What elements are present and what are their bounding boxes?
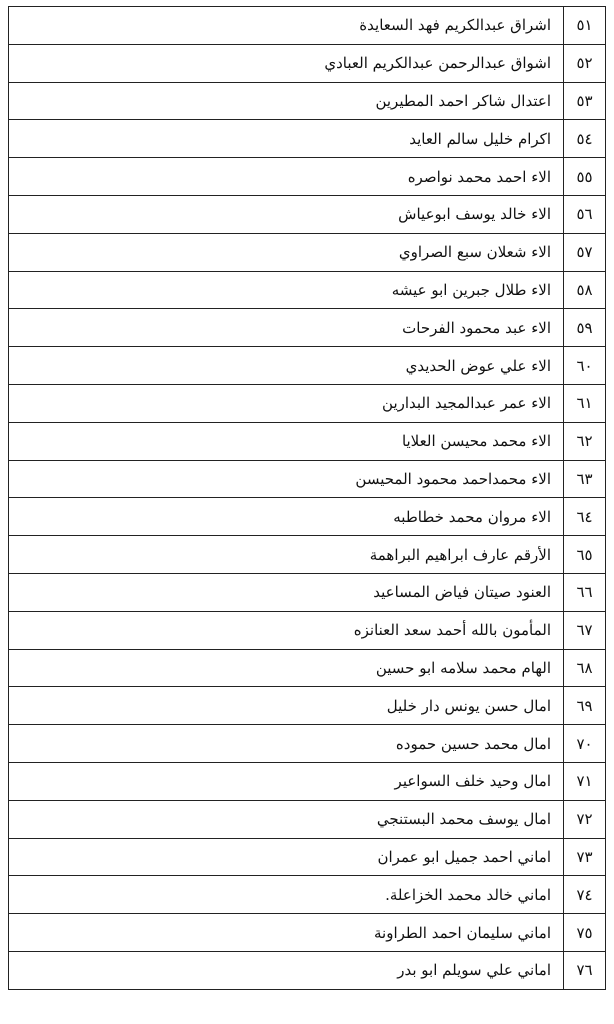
row-number: ٦٩	[564, 687, 606, 725]
student-name: الاء مروان محمد خطاطبه	[9, 498, 564, 536]
table-row	[9, 233, 606, 271]
table-row	[9, 838, 606, 876]
student-name: العنود صيتان فياض المساعيد	[9, 573, 564, 611]
row-number: ٦٦	[564, 573, 606, 611]
student-name: اشراق عبدالكريم فهد السعايدة	[9, 7, 564, 45]
row-number: ٥٩	[564, 309, 606, 347]
row-number: ٧٦	[564, 951, 606, 989]
table-row	[9, 158, 606, 196]
row-number: ٧٣	[564, 838, 606, 876]
student-name: اماني سليمان احمد الطراونة	[9, 914, 564, 952]
row-number: ٦٨	[564, 649, 606, 687]
row-number: ٥٤	[564, 120, 606, 158]
table-row	[9, 195, 606, 233]
row-number: ٧٢	[564, 800, 606, 838]
names-table	[8, 6, 606, 990]
student-name: الاء محمد محيسن العلايا	[9, 422, 564, 460]
table-row	[9, 347, 606, 385]
table-row	[9, 687, 606, 725]
student-name: المأمون بالله أحمد سعد العنانزه	[9, 611, 564, 649]
student-name: اماني خالد محمد الخزاعلة.	[9, 876, 564, 914]
student-name: اماني علي سويلم ابو بدر	[9, 951, 564, 989]
table-row	[9, 951, 606, 989]
table-row	[9, 422, 606, 460]
student-name: الهام محمد سلامه ابو حسين	[9, 649, 564, 687]
table-row	[9, 120, 606, 158]
table-body	[9, 7, 606, 990]
student-name: اعتدال شاكر احمد المطيرين	[9, 82, 564, 120]
row-number: ٦٢	[564, 422, 606, 460]
table-row	[9, 725, 606, 763]
row-number: ٥٢	[564, 44, 606, 82]
row-number: ٧١	[564, 762, 606, 800]
student-name: الاء علي عوض الحديدي	[9, 347, 564, 385]
row-number: ٥٥	[564, 158, 606, 196]
student-name: امال حسن يونس دار خليل	[9, 687, 564, 725]
row-number: ٧٤	[564, 876, 606, 914]
table-row	[9, 7, 606, 45]
student-name: الاء احمد محمد نواصره	[9, 158, 564, 196]
table-row	[9, 800, 606, 838]
table-row	[9, 914, 606, 952]
student-name: اشواق عبدالرحمن عبدالكريم العبادي	[9, 44, 564, 82]
student-name: امال يوسف محمد البستنجي	[9, 800, 564, 838]
row-number: ٥٨	[564, 271, 606, 309]
student-name: الاء خالد يوسف ابوعياش	[9, 195, 564, 233]
student-name: الاء طلال جبرين ابو عيشه	[9, 271, 564, 309]
row-number: ٥٧	[564, 233, 606, 271]
table-row	[9, 876, 606, 914]
student-name: الاء عبد محمود الفرحات	[9, 309, 564, 347]
student-name: الأرقم عارف ابراهيم البراهمة	[9, 536, 564, 574]
row-number: ٥٣	[564, 82, 606, 120]
table-row	[9, 762, 606, 800]
table-row	[9, 573, 606, 611]
student-name: اماني احمد جميل ابو عمران	[9, 838, 564, 876]
student-name: الاء عمر عبدالمجيد البدارين	[9, 384, 564, 422]
row-number: ٦٣	[564, 460, 606, 498]
table-row	[9, 536, 606, 574]
row-number: ٦٧	[564, 611, 606, 649]
row-number: ٧٥	[564, 914, 606, 952]
row-number: ٧٠	[564, 725, 606, 763]
student-name: اكرام خليل سالم العايد	[9, 120, 564, 158]
table-row	[9, 460, 606, 498]
student-name: الاء شعلان سبع الصراوي	[9, 233, 564, 271]
table-row	[9, 384, 606, 422]
row-number: ٦٤	[564, 498, 606, 536]
student-name: امال وحيد خلف السواعير	[9, 762, 564, 800]
row-number: ٥٦	[564, 195, 606, 233]
table-row	[9, 611, 606, 649]
row-number: ٦١	[564, 384, 606, 422]
row-number: ٦٠	[564, 347, 606, 385]
student-name: امال محمد حسين حموده	[9, 725, 564, 763]
table-row	[9, 498, 606, 536]
table-row	[9, 271, 606, 309]
table-row	[9, 649, 606, 687]
table-row	[9, 44, 606, 82]
student-name: الاء محمداحمد محمود المحيسن	[9, 460, 564, 498]
table-row	[9, 82, 606, 120]
row-number: ٥١	[564, 7, 606, 45]
table-row	[9, 309, 606, 347]
row-number: ٦٥	[564, 536, 606, 574]
